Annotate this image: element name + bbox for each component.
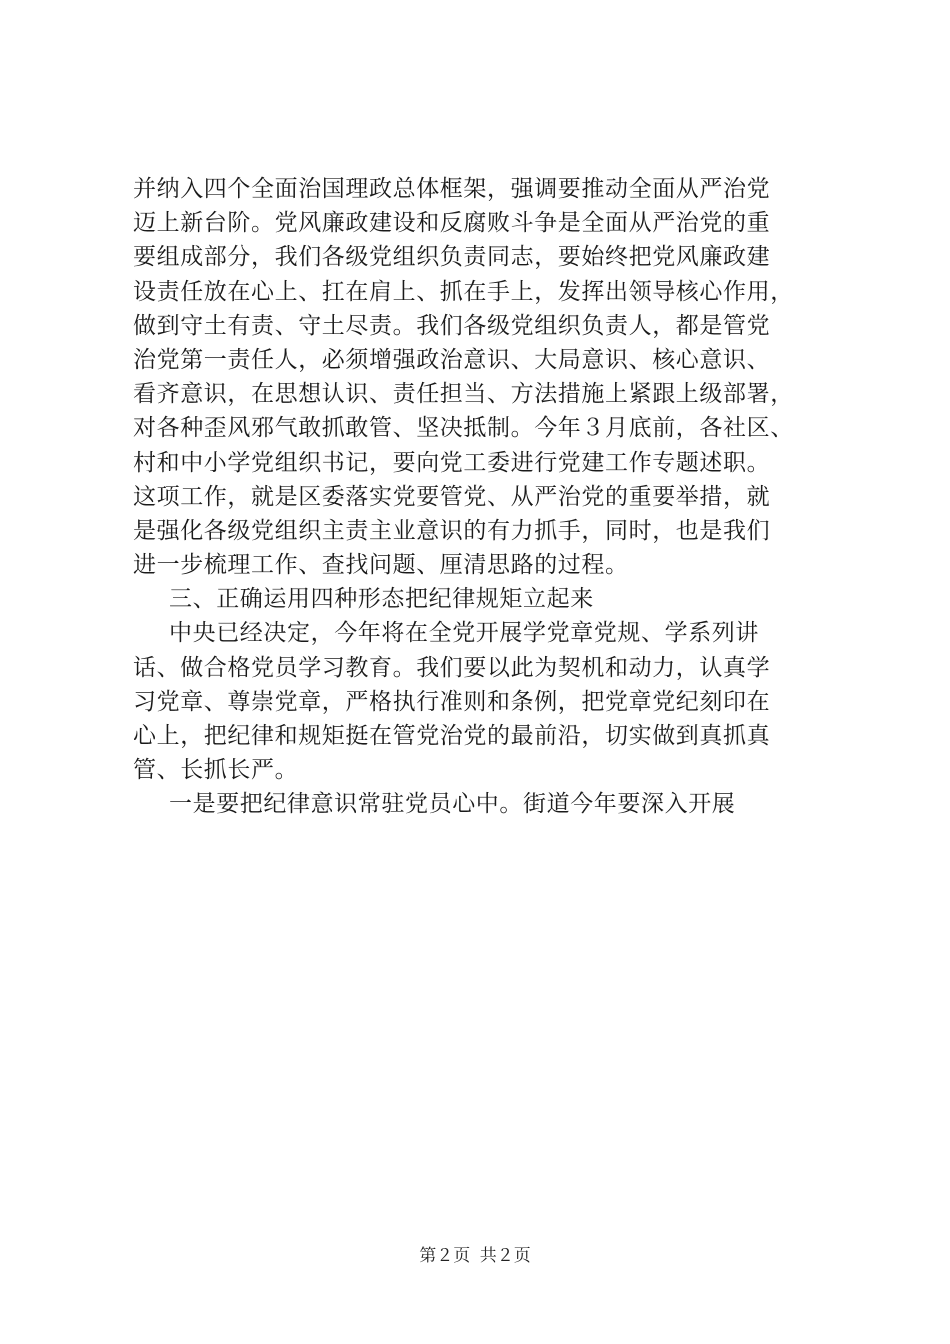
body-line-4: 设责任放在心上、扛在肩上、抓在手上，发挥出领导核心作用， (133, 278, 794, 305)
body-line-3: 要组成部分，我们各级党组织负责同志，要始终把党风廉政建 (133, 244, 771, 271)
body-line-18: 管、长抓长严。 (133, 757, 299, 784)
body-line-5: 做到守土有责、守土尽责。我们各级党组织负责人，都是管党 (133, 312, 771, 339)
page-total: 共２页 (479, 1246, 531, 1266)
section-heading: 三、正确运用四种形态把纪律规矩立起来 (169, 586, 594, 613)
page-footer (0, 1245, 950, 1267)
body-line-11: 是强化各级党组织主责主业意识的有力抓手，同时，也是我们 (133, 517, 771, 544)
body-line-12: 进一步梳理工作、查找问题、厘清思路的过程。 (133, 552, 629, 579)
page-number: 第２页 (419, 1246, 471, 1266)
body-line-10: 这项工作，就是区委落实党要管党、从严治党的重要举措，就 (133, 483, 771, 510)
body-line-8: 对各种歪风邪气敢抓敢管、坚决抵制。今年３月底前，各社区、 (133, 415, 794, 442)
body-line-1: 并纳入四个全面治国理政总体框架，强调要推动全面从严治党 (133, 176, 771, 202)
body-line-17: 心上，把纪律和规矩挺在管党治党的最前沿，切实做到真抓真 (133, 723, 771, 749)
body-line-9: 村和中小学党组织书记，要向党工委进行党建工作专题述职。 (133, 449, 771, 476)
body-line-6: 治党第一责任人，必须增强政治意识、大局意识、核心意识、 (133, 346, 771, 373)
body-line-7: 看齐意识，在思想认识、责任担当、方法措施上紧跟上级部署， (133, 381, 794, 408)
body-line-15: 话、做合格党员学习教育。我们要以此为契机和动力，认真学 (133, 654, 771, 681)
body-line-19: 一是要把纪律意识常驻党员心中。街道今年要深入开展 (169, 791, 736, 818)
document-body (133, 172, 833, 822)
body-line-16: 习党章、尊崇党章，严格执行准则和条例，把党章党纪刻印在 (133, 688, 771, 715)
body-line-2: 迈上新台阶。党风廉政建设和反腐败斗争是全面从严治党的重 (133, 210, 771, 237)
body-line-14: 中央已经决定，今年将在全党开展学党章党规、学系列讲 (169, 620, 759, 647)
